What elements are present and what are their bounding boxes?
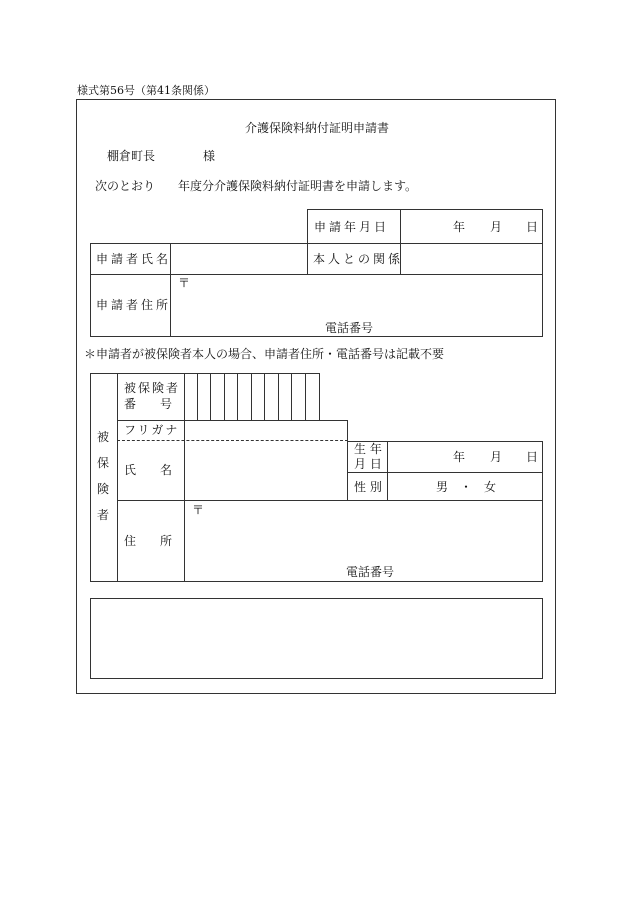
birth-month: 月 xyxy=(490,450,503,464)
birth-year: 年 xyxy=(453,450,466,464)
addressee-mayor: 棚倉町長 xyxy=(107,149,156,163)
insured-number-label-2: 番 号 xyxy=(124,397,173,411)
request-fiscal-year-input[interactable] xyxy=(160,176,176,194)
applicant-address-label: 申請者住所 xyxy=(96,298,172,312)
insured-side-label: 被 保 険 者 xyxy=(97,430,110,522)
form-title: 介護保険料納付証明申請書 xyxy=(245,121,390,135)
birth-date-input[interactable] xyxy=(389,443,542,471)
application-date-input[interactable] xyxy=(402,211,542,243)
furigana-label: フリガナ xyxy=(124,423,180,437)
insured-number-label-1: 被保険者 xyxy=(124,381,181,395)
insured-postal-mark: 〒 xyxy=(192,503,205,517)
insured-number-digit-boxes[interactable] xyxy=(185,374,319,420)
application-date-day: 日 xyxy=(526,220,539,234)
sex-label: 性 別 xyxy=(354,480,382,494)
sex-options[interactable]: 男 ・ 女 xyxy=(436,480,497,494)
insured-address-label: 住 所 xyxy=(124,534,173,548)
insured-address-input[interactable] xyxy=(186,502,542,564)
applicant-address-input[interactable] xyxy=(172,276,542,320)
insured-name-label: 氏 名 xyxy=(124,463,173,477)
insured-name-input[interactable] xyxy=(186,442,346,500)
birth-label-2: 月 日 xyxy=(354,457,382,471)
applicant-postal-mark: 〒 xyxy=(178,276,191,290)
applicant-name-input[interactable] xyxy=(172,245,305,273)
application-date-year: 年 xyxy=(453,220,466,234)
application-date-month: 月 xyxy=(490,220,503,234)
furigana-input[interactable] xyxy=(186,422,346,439)
note-text: ＊申請者が被保険者本人の場合、申請者住所・電話番号は記載不要 xyxy=(84,347,445,361)
insured-phone-label: 電話番号 xyxy=(346,565,395,579)
birth-day: 日 xyxy=(526,450,539,464)
relation-label: 本人との関係 xyxy=(313,252,404,266)
addressee-honorific: 様 xyxy=(203,149,216,163)
request-body: 年度分介護保険料納付証明書を申請します。 xyxy=(178,179,418,193)
form-number-label: 様式第56号（第41条関係） xyxy=(77,84,215,97)
request-prefix: 次のとおり xyxy=(95,179,156,193)
remarks-box[interactable] xyxy=(90,598,543,679)
applicant-phone-label: 電話番号 xyxy=(325,321,374,335)
application-date-label: 申請年月日 xyxy=(314,220,390,234)
applicant-name-label: 申請者氏名 xyxy=(96,252,172,266)
relation-input[interactable] xyxy=(402,245,542,273)
birth-label-1: 生 年 xyxy=(354,442,382,456)
